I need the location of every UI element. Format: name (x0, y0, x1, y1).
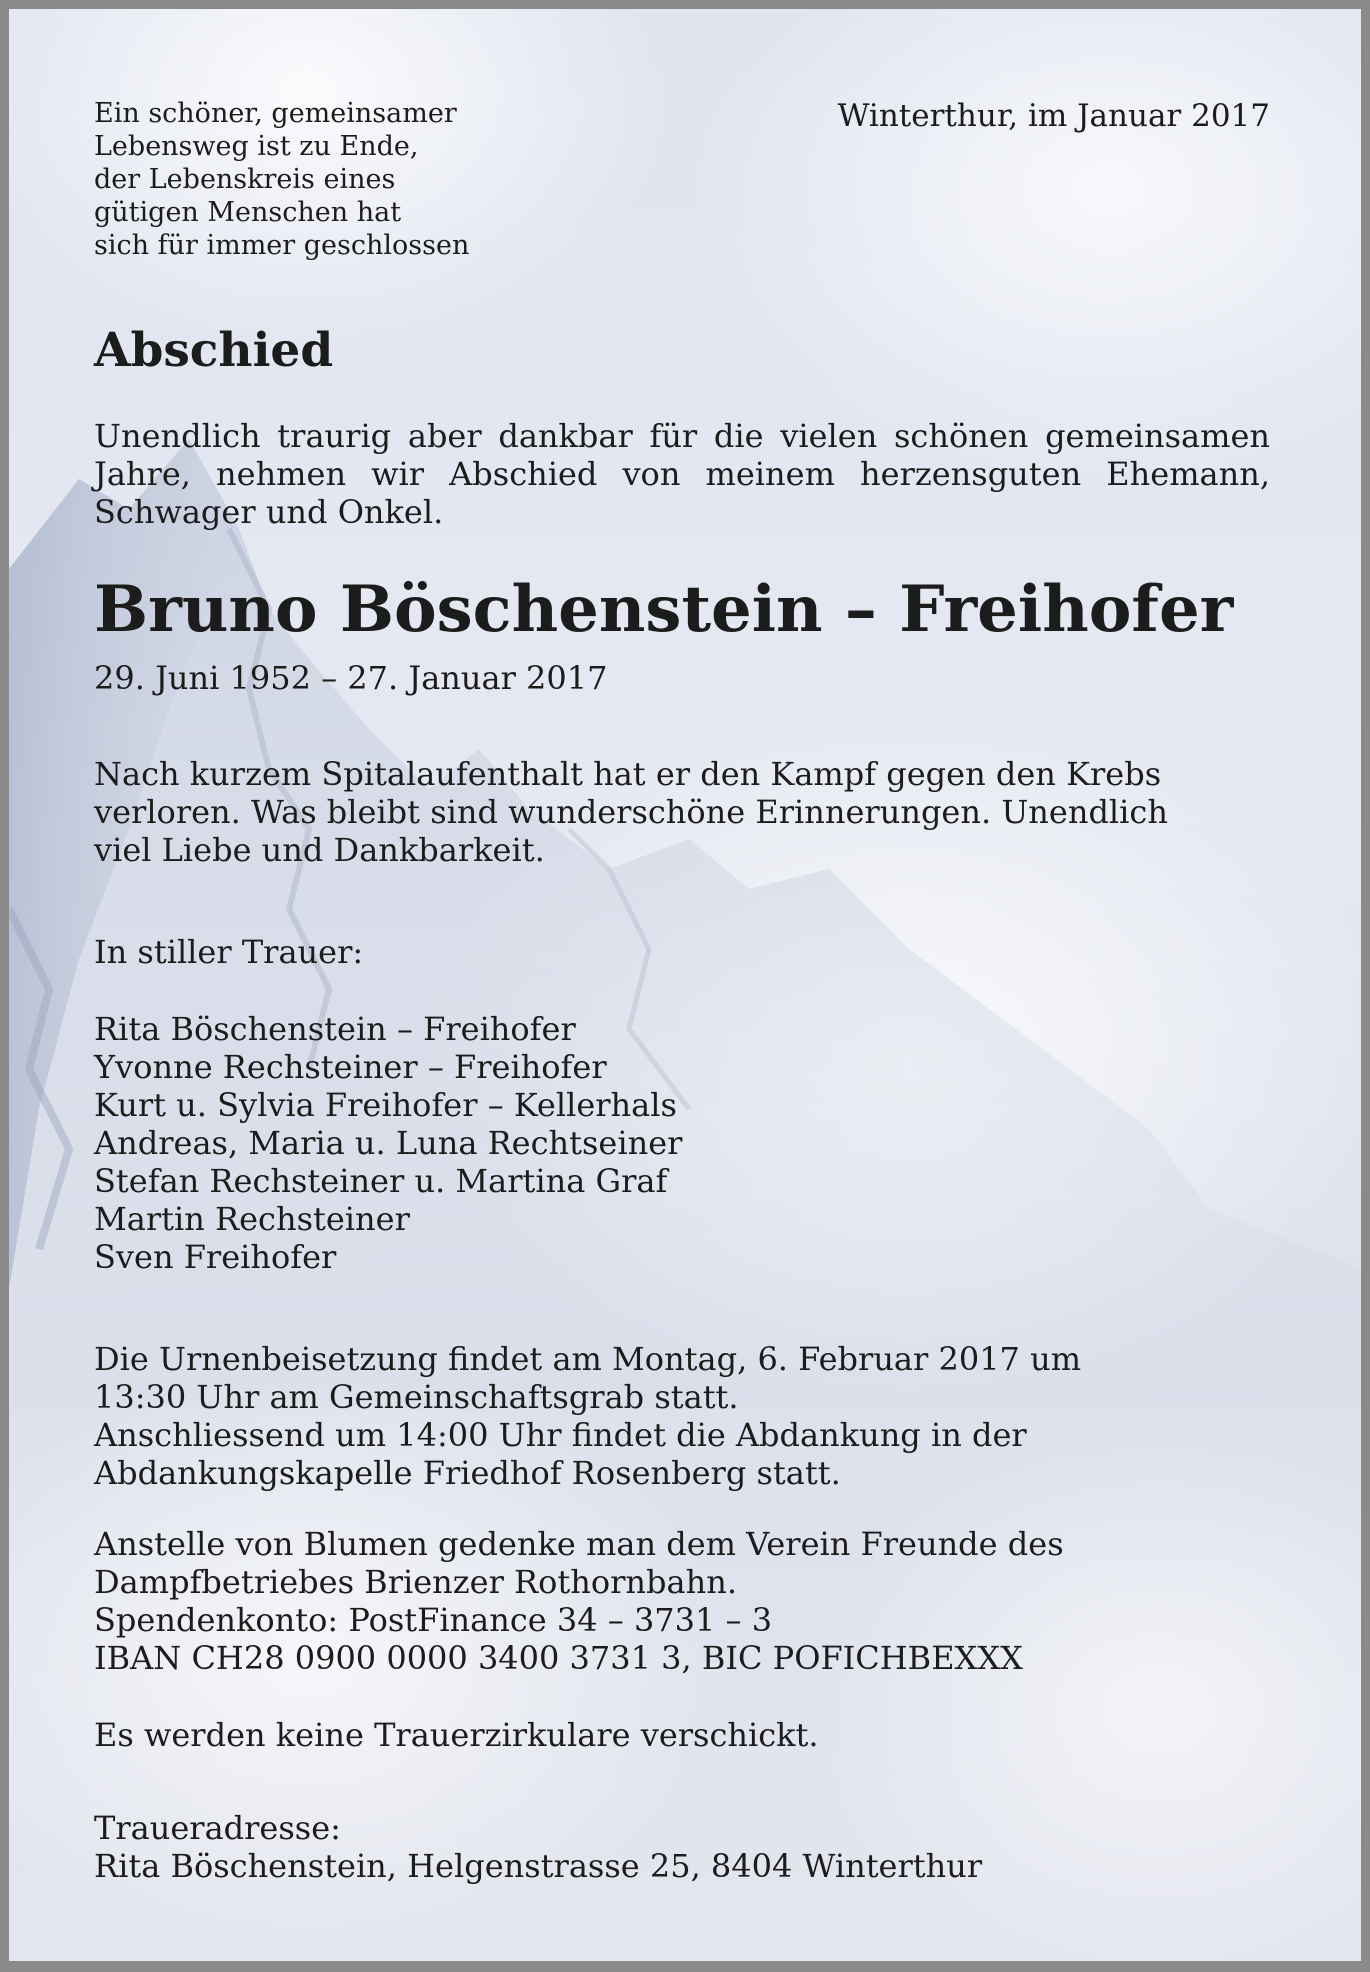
deceased-name: Bruno Böschenstein – Freihofer (94, 572, 1234, 647)
mourner-name: Yvonne Rechsteiner – Freihofer (94, 1048, 607, 1086)
mourner-name: Stefan Rechsteiner u. Martina Graf (94, 1162, 668, 1200)
mourner-name: Martin Rechsteiner (94, 1200, 410, 1238)
mourner-name: Kurt u. Sylvia Freihofer – Kellerhals (94, 1086, 677, 1124)
donation-line: Anstelle von Blumen gedenke man dem Verein Freunde des (94, 1525, 1064, 1563)
mourner-name: Sven Freihofer (94, 1238, 337, 1276)
donation-line: IBAN CH28 0900 0000 3400 3731 3, BIC POFICHBEXXX (94, 1639, 1023, 1677)
quote-line: Lebensweg ist zu Ende, (94, 131, 419, 162)
mourning-label: In stiller Trauer: (94, 933, 364, 971)
ceremony-line: Anschliessend um 14:00 Uhr findet die Abdankung in der (94, 1416, 1027, 1454)
obituary-page (9, 9, 1361, 1961)
message-line: verloren. Was bleibt sind wunderschöne Erinnerungen. Unendlich (94, 793, 1168, 831)
mourner-name: Rita Böschenstein – Freihofer (94, 1010, 576, 1048)
address-value: Rita Böschenstein, Helgenstrasse 25, 8404 Winterthur (94, 1847, 983, 1885)
donation-line: Spendenkonto: PostFinance 34 – 3731 – 3 (94, 1601, 773, 1639)
mourning-address (94, 1809, 982, 1885)
circulars-note: Es werden keine Trauerzirkulare verschickt. (94, 1716, 819, 1754)
message-line: Nach kurzem Spitalaufenthalt hat er den Kampf gegen den Krebs (94, 755, 1162, 793)
intro-paragraph: Unendlich traurig aber dankbar für die vielen schönen gemeinsamen Jahre, nehmen wir Abschied von meinem herzensguten Ehemann, Schwager und Onkel. (94, 417, 1270, 531)
farewell-heading: Abschied (94, 323, 334, 378)
mourner-name: Andreas, Maria u. Luna Rechtseiner (94, 1124, 683, 1162)
obituary-content (9, 9, 1361, 1961)
mourners-list-container (94, 1010, 682, 1276)
mourners-list (94, 1010, 682, 1276)
quote-line: der Lebenskreis eines (94, 164, 396, 195)
message-line: viel Liebe und Dankbarkeit. (94, 831, 545, 869)
address-label: Traueradresse: (94, 1809, 341, 1847)
quote-line: Ein schöner, gemeinsamer (94, 98, 457, 129)
ceremony-line: Die Urnenbeisetzung findet am Montag, 6. Februar 2017 um (94, 1340, 1082, 1378)
ceremony-line: Abdankungskapelle Friedhof Rosenberg statt. (94, 1454, 841, 1492)
quote-line: gütigen Menschen hat (94, 197, 402, 228)
life-dates: 29. Juni 1952 – 27. Januar 2017 (94, 659, 608, 697)
donation-paragraph (94, 1525, 1064, 1677)
quote-line: sich für immer geschlossen (94, 230, 470, 261)
ceremony-paragraph (94, 1340, 1081, 1492)
message-paragraph (94, 755, 1168, 869)
opening-quote (94, 97, 469, 262)
ceremony-line: 13:30 Uhr am Gemeinschaftsgrab statt. (94, 1378, 739, 1416)
place-and-date: Winterthur, im Januar 2017 (837, 98, 1270, 134)
donation-line: Dampfbetriebes Brienzer Rothornbahn. (94, 1563, 737, 1601)
